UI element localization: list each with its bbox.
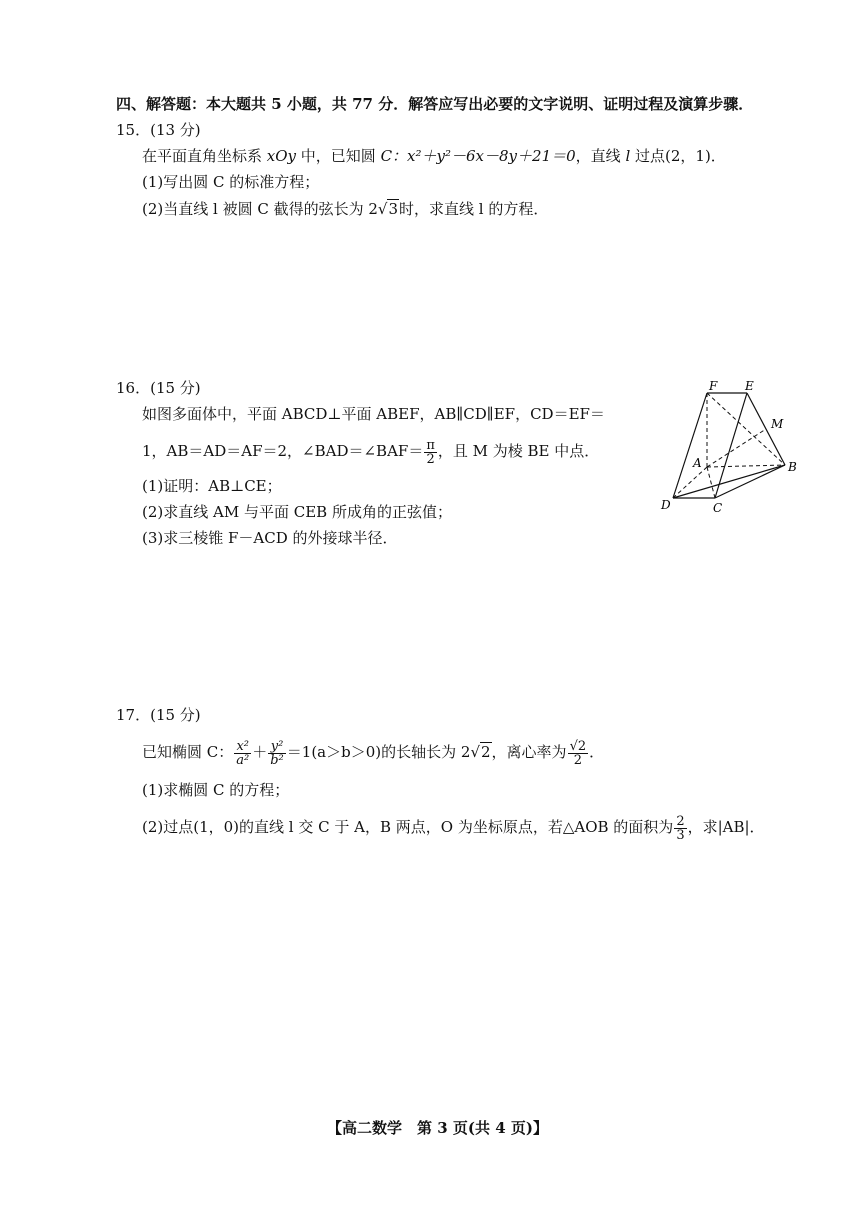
- q16-polyhedron-figure: [655, 375, 815, 520]
- q15-part1: (1)写出圆 C 的标准方程；: [142, 173, 320, 191]
- fraction-numerator: y²: [268, 740, 286, 754]
- q15-line-l: l: [625, 147, 631, 165]
- q15-number: 15．(13 分): [116, 121, 201, 139]
- fraction-numerator: √2: [569, 738, 587, 754]
- q15-circle-equation: C：x²＋y²－6x－8y＋21＝0: [380, 147, 576, 165]
- q17-x-fraction: [234, 740, 251, 767]
- fraction-numerator: 2: [676, 813, 685, 829]
- q16-line2-text-b: ，且 M 为棱 BE 中点．: [437, 442, 600, 460]
- q16-line2: [142, 434, 599, 468]
- q17-part2: [142, 810, 765, 844]
- q17-stem-text-d: ．: [589, 743, 605, 761]
- q15-coord-system: xOy: [266, 147, 297, 165]
- q16-line2-text-a: 1，AB＝AD＝AF＝2，∠BAD＝∠BAF＝: [142, 442, 424, 460]
- sqrt-sign: √: [377, 200, 388, 218]
- page-footer: 【高二数学 第 3 页(共 4 页)】: [327, 1119, 548, 1137]
- q17-y-fraction: [268, 740, 286, 767]
- fraction-numerator: π: [426, 437, 435, 453]
- q16-part3: (3)求三棱锥 F－ACD 的外接球半径．: [142, 529, 398, 547]
- plus-sign: ＋: [252, 743, 268, 761]
- label-a: A: [693, 456, 702, 470]
- q15-part2: [142, 199, 548, 219]
- q17-part1: (1)求椭圆 C 的方程；: [142, 781, 290, 799]
- q17-stem-text-a: 已知椭圆 C：: [142, 743, 234, 761]
- q15-part2-text-a: (2)当直线 l 被圆 C 截得的弦长为 2: [142, 200, 378, 218]
- q17-eccentricity-fraction: [568, 740, 589, 767]
- q15-stem-text-a: 在平面直角坐标系: [142, 147, 267, 165]
- label-d: D: [661, 498, 671, 512]
- label-m: M: [771, 417, 784, 431]
- q17-number: 17．(15 分): [116, 706, 201, 724]
- q16-angle-fraction: [424, 439, 437, 466]
- q15-part2-text-b: 时，求直线 l 的方程．: [399, 200, 549, 218]
- section-heading: 四、解答题：本大题共 5 小题，共 77 分．解答应写出必要的文字说明、证明过程及演算步骤．: [116, 95, 754, 113]
- q17-stem: [142, 734, 604, 770]
- fraction-denominator: 2: [573, 752, 582, 768]
- fraction-numerator: x²: [234, 740, 251, 754]
- q17-stem-text-c: ，离心率为: [491, 743, 567, 761]
- q16-part1: (1)证明：AB⊥CE；: [142, 477, 282, 495]
- q15-stem: [142, 146, 726, 166]
- fraction-denominator: 2: [426, 451, 435, 467]
- label-c: C: [713, 501, 723, 515]
- q17-part2-text-b: ，求|AB|．: [687, 818, 765, 836]
- q17-sqrt-value: 2: [481, 743, 491, 761]
- q16-number: 16．(15 分): [116, 379, 201, 397]
- label-e: E: [745, 379, 754, 393]
- fraction-denominator: 3: [676, 827, 685, 843]
- q16-line1: 如图多面体中，平面 ABCD⊥平面 ABEF，AB∥CD∥EF，CD＝EF＝: [142, 405, 605, 423]
- fraction-denominator: b²: [270, 752, 284, 768]
- q15-stem-text-d: 过点(2，1)．: [630, 147, 726, 165]
- q17-part2-text-a: (2)过点(1，0)的直线 l 交 C 于 A，B 两点，O 为坐标原点，若△AOB 的面积为: [142, 818, 674, 836]
- q17-area-fraction: [674, 815, 686, 842]
- q15-sqrt-value: 3: [388, 200, 399, 218]
- q17-stem-text-b: ＝1(a＞b＞0)的长轴长为 2: [286, 743, 471, 761]
- sqrt-sign: √: [470, 743, 480, 761]
- fraction-denominator: a²: [236, 752, 250, 768]
- label-f: F: [709, 379, 718, 393]
- q15-stem-text-c: ，直线: [575, 147, 626, 165]
- q16-part2: (2)求直线 AM 与平面 CEB 所成角的正弦值；: [142, 503, 452, 521]
- label-b: B: [788, 460, 797, 474]
- q15-stem-text-b: 中，已知圆: [296, 147, 381, 165]
